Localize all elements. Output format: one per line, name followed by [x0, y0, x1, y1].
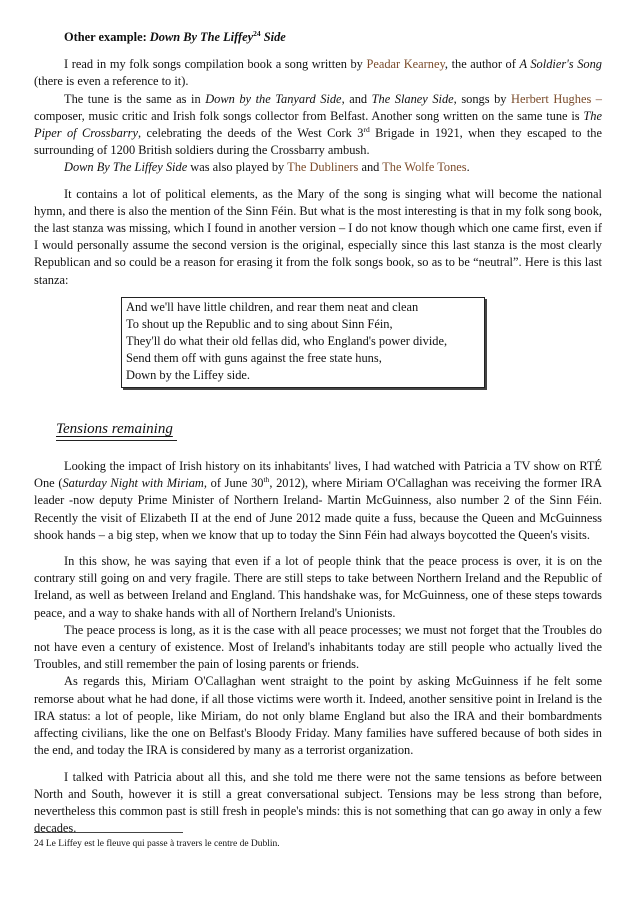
- heading-song-title: Down By The Liffey: [149, 30, 254, 44]
- stanza-line: Down by the Liffey side.: [126, 367, 250, 382]
- paragraph-1: I read in my folk songs compilation book a song written by Peadar Kearney, the author of A Soldier's Song (there is even a reference to it).: [34, 57, 602, 89]
- link-the-dubliners[interactable]: The Dubliners: [287, 160, 359, 175]
- footnote-divider: [34, 832, 183, 833]
- paragraph-9: I talked with Patricia about all this, and she told me there were not the same tensions as before between North and South, however it is still a great conversational subject. Tensions may be less strong than before, nevertheless this common past is still fresh in people's minds: this is not something that can go away in only a few decades.: [34, 769, 602, 836]
- stanza-line: To shout up the Republic and to sing about Sinn Féin,: [126, 316, 393, 331]
- paragraph-8: As regards this, Miriam O'Callaghan went straight to the point by asking McGuinness if he felt some remorse about what he had done, if all those victims were worth it. Indeed, another sensitive point in Ireland is the IRA status: a lot of people, like Miriam, do not only blame England but also the IRA and their bombardments affecting civilians, like the one on Belfast's Bloody Friday. Many families have suffered because of both sides in the end, and today the IRA is considered by many as a terrorist organization.: [34, 674, 602, 758]
- heading-suffix: Side: [260, 30, 286, 44]
- stanza-box: [121, 297, 485, 388]
- section-title: Tensions remaining: [56, 421, 177, 441]
- paragraph-5: Looking the impact of Irish history on its inhabitants' lives, I had watched with Patricia a TV show on RTÉ One (Saturday Night with Miriam, of June 30th, 2012), where Miriam O'Callaghan was receiving the former IRA leader -now deputy Prime Minister of Northern Ireland- Martin McGuinness, also number 2 of the Sinn Féin. Recently the visit of Elizabeth II at the end of June 2012 made quite a fuss, because the Queen and McGuinness shook hands – a big step, when we know that up to today the Sinn Féin had always boycotted the Queen's visits.: [34, 459, 603, 542]
- paragraph-6: In this show, he was saying that even if a lot of people think that the peace process is over, it is on the contrary still going on and very fragile. There are still steps to take between Northern Ireland and the Republic of Ireland, as well as between Ireland and England. This handshake was, for McGuinness, one of these steps towards peace, and a way to shake hands with all of Northern Ireland's Unionists.: [34, 554, 602, 620]
- link-the-wolfe-tones[interactable]: The Wolfe Tones: [382, 160, 467, 175]
- link-peadar-kearney[interactable]: Peadar Kearney: [366, 57, 445, 72]
- stanza-line: Send them off with guns against the free state huns,: [126, 350, 382, 365]
- link-herbert-hughes[interactable]: Herbert Hughes –: [511, 91, 603, 106]
- page-content: [34, 29, 602, 837]
- footnote-ref[interactable]: 24: [253, 28, 261, 38]
- stanza-line: And we'll have little children, and rear them neat and clean: [126, 299, 419, 314]
- stanza-line: They'll do what their old fellas did, who England's power divide,: [126, 333, 448, 348]
- paragraph-4: It contains a lot of political elements, as the Mary of the song is singing what will become the national hymn, and there is also the mention of the Sinn Féin. But what is the most interesting is that in my folk song book, the last stanza was missing, which I found in another version – I do not know though which one came first, even if I would personally assume the second version is the original, especially since this last stanza is the most clearly Republican and so could be a reason for erasing it from the folk songs book, so as to be “neutral”. Here is this last stanza:: [34, 186, 602, 287]
- section-heading: [34, 29, 602, 46]
- paragraph-3: Down By The Liffey Side was also played by The Dubliners and The Wolfe Tones.: [64, 160, 470, 175]
- heading-prefix: Other example:: [64, 30, 150, 44]
- paragraph-2: The tune is the same as in Down by the Tanyard Side, and The Slaney Side, songs by Herbert Hughes – composer, music critic and Irish folk songs collector from Belfast. Another song written on the same tune is The Piper of Crossbarry, celebrating the deeds of the West Cork 3rd Brigade in 1921, when they escaped to the surrounding of 1200 British soldiers during the Crossbarry ambush.: [34, 91, 603, 158]
- footnote: 24 Le Liffey est le fleuve qui passe à travers le centre de Dublin.: [34, 839, 280, 849]
- paragraph-7: The peace process is long, as it is the case with all peace processes; we must not forget that the Troubles do not have even a century of existence. Most of Ireland's inhabitants today are still people who actually lived the Troubles, and still remember the pain of losing parents or friends.: [34, 622, 602, 672]
